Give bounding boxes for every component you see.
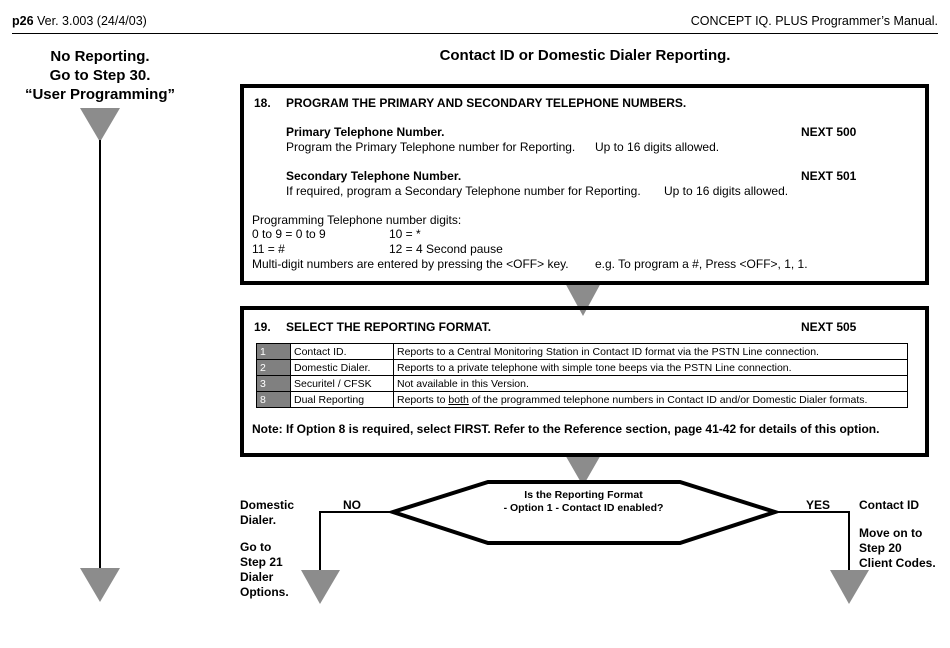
decision-line1: Is the Reporting Format bbox=[524, 489, 643, 501]
no-branch-arrow bbox=[301, 570, 340, 604]
table-row bbox=[257, 376, 908, 392]
left-branch-line5: Dialer bbox=[240, 570, 274, 584]
table-row bbox=[257, 344, 908, 360]
step19-box bbox=[240, 306, 929, 457]
decision-line2: - Option 1 - Contact ID enabled? bbox=[503, 502, 664, 514]
left-branch-line1: Domestic bbox=[240, 498, 295, 512]
option-number: 3 bbox=[257, 376, 291, 392]
option-desc: Not available in this Version. bbox=[394, 376, 908, 392]
left-arrow-top bbox=[80, 108, 120, 142]
primary-heading: Primary Telephone Number. bbox=[286, 125, 445, 139]
secondary-desc: If required, program a Secondary Telephone number for Reporting. bbox=[286, 184, 641, 198]
digits-heading: Programming Telephone number digits: bbox=[252, 213, 462, 227]
yes-branch-line bbox=[775, 512, 849, 575]
right-branch-line3: Step 20 bbox=[859, 541, 902, 555]
option-name: Dual Reporting bbox=[291, 392, 394, 408]
contact-id-branch bbox=[859, 498, 936, 571]
left-branch-line4: Step 21 bbox=[240, 555, 283, 569]
secondary-heading: Secondary Telephone Number. bbox=[286, 169, 462, 183]
manual-title: CONCEPT IQ. PLUS Programmer’s Manual. bbox=[690, 14, 938, 28]
option-name: Contact ID. bbox=[291, 344, 394, 360]
multi-digit-text: Multi-digit numbers are entered by pressing the <OFF> key. bbox=[252, 257, 569, 271]
secondary-next: NEXT 501 bbox=[801, 169, 857, 183]
digits-row2-col2: 12 = 4 Second pause bbox=[389, 242, 503, 256]
digits-row2-col1: 11 = # bbox=[252, 242, 285, 256]
option-desc: Reports to a Central Monitoring Station in Contact ID format via the PSTN Line connection. bbox=[394, 344, 908, 360]
reporting-format-table bbox=[256, 343, 908, 408]
no-reporting-line1: No Reporting. bbox=[50, 48, 150, 65]
step19-note: Note: If Option 8 is required, select FIRST. Refer to the Reference section, page 41-42 for details of this option. bbox=[252, 422, 880, 436]
step19-title: SELECT THE REPORTING FORMAT. bbox=[286, 320, 492, 334]
step18-title: PROGRAM THE PRIMARY AND SECONDARY TELEPHONE NUMBERS. bbox=[286, 96, 687, 110]
option-desc bbox=[394, 392, 908, 408]
primary-limit: Up to 16 digits allowed. bbox=[595, 140, 720, 154]
primary-next: NEXT 500 bbox=[801, 125, 857, 139]
no-reporting-line2: Go to Step 30. bbox=[49, 67, 151, 84]
option-name: Securitel / CFSK bbox=[291, 376, 394, 392]
option-number: 1 bbox=[257, 344, 291, 360]
option-desc-pre: Reports to bbox=[397, 393, 449, 406]
primary-desc: Program the Primary Telephone number for Reporting. bbox=[286, 140, 576, 154]
step18-box bbox=[240, 84, 929, 285]
right-branch-line2: Move on to bbox=[859, 526, 923, 540]
step18-number: 18. bbox=[254, 96, 271, 110]
example-text: e.g. To program a #, Press <OFF>, 1, 1. bbox=[595, 257, 808, 271]
left-branch-line3: Go to bbox=[240, 540, 272, 554]
table-row bbox=[257, 360, 908, 376]
no-branch-line bbox=[320, 512, 393, 575]
section-title: Contact ID or Domestic Dialer Reporting. bbox=[439, 47, 731, 64]
yes-branch-arrow bbox=[830, 570, 869, 604]
no-label: NO bbox=[343, 498, 361, 512]
left-arrow-bottom bbox=[80, 568, 120, 602]
right-branch-line1: Contact ID bbox=[859, 498, 919, 512]
option-number: 8 bbox=[257, 392, 291, 408]
page-number: p26 bbox=[12, 14, 34, 28]
right-branch-line4: Client Codes. bbox=[859, 556, 936, 570]
option-desc-underlined: both bbox=[448, 393, 469, 406]
step19-number: 19. bbox=[254, 320, 271, 334]
secondary-limit: Up to 16 digits allowed. bbox=[664, 184, 789, 198]
no-reporting-line3: “User Programming” bbox=[24, 86, 176, 103]
table-row bbox=[257, 392, 908, 408]
digits-row1-col2: 10 = * bbox=[389, 227, 421, 241]
digits-row1-col1: 0 to 9 = 0 to 9 bbox=[252, 227, 326, 241]
step19-next: NEXT 505 bbox=[801, 320, 857, 334]
decision-question bbox=[440, 489, 727, 515]
option-desc-post: of the programmed telephone numbers in Contact ID and/or Domestic Dialer formats. bbox=[468, 393, 868, 406]
version-text: Ver. 3.003 (24/4/03) bbox=[37, 14, 147, 28]
left-branch-line6: Options. bbox=[240, 585, 289, 599]
yes-label: YES bbox=[806, 498, 831, 512]
option-name: Domestic Dialer. bbox=[291, 360, 394, 376]
option-desc: Reports to a private telephone with simple tone beeps via the PSTN Line connection. bbox=[394, 360, 908, 376]
left-branch-line2: Dialer. bbox=[240, 513, 277, 527]
domestic-dialer-branch bbox=[240, 498, 294, 600]
option-number: 2 bbox=[257, 360, 291, 376]
